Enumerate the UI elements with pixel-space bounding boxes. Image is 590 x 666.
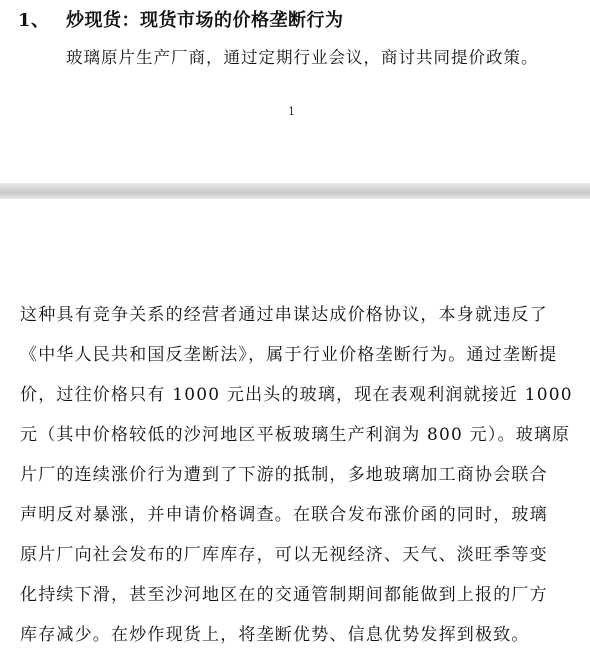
body-line: 化持续下滑，甚至沙河地区在的交通管制期间都能做到上报的厂方 bbox=[20, 585, 548, 605]
section-number: 1、 bbox=[18, 10, 50, 31]
section-heading bbox=[18, 6, 344, 32]
body-line: 价，过往价格只有 1000 元出头的玻璃，现在表观利润就接近 1000 bbox=[20, 385, 573, 405]
body-line: 这种具有竞争关系的经营者通过串谋达成价格协议，本身就违反了 bbox=[20, 305, 548, 325]
body-line: 元（其中价格较低的沙河地区平板玻璃生产利润为 800 元）。玻璃原 bbox=[20, 425, 571, 445]
page-number: 1 bbox=[288, 105, 295, 118]
document-page-top bbox=[0, 0, 590, 183]
body-line: 库存减少。在炒作现货上，将垄断优势、信息优势发挥到极致。 bbox=[20, 625, 530, 645]
body-line: 声明反对暴涨，并申请价格调查。在联合发布涨价函的同时，玻璃 bbox=[20, 505, 548, 525]
section-subtitle: 玻璃原片生产厂商，通过定期行业会议，商讨共同提价政策。 bbox=[66, 48, 539, 67]
section-title: 炒现货：现货市场的价格垄断行为 bbox=[66, 10, 344, 31]
page-break bbox=[0, 183, 590, 199]
body-line: 片厂的连续涨价行为遭到了下游的抵制，多地玻璃加工商协会联合 bbox=[20, 465, 548, 485]
body-line: 原片厂向社会发布的厂库库存，可以无视经济、天气、淡旺季等变 bbox=[20, 545, 548, 565]
body-line: 《中华人民共和国反垄断法》，属于行业价格垄断行为。通过垄断提 bbox=[20, 345, 558, 365]
body-paragraph bbox=[20, 305, 573, 666]
